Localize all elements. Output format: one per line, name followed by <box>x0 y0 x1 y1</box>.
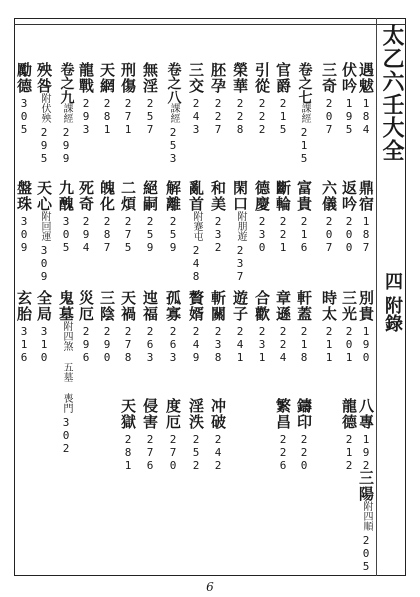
chapter-entry <box>163 62 183 165</box>
toc-entry <box>356 398 376 472</box>
toc-entry <box>356 62 376 136</box>
entry-title: 伏吟 <box>340 62 358 94</box>
toc-entry <box>140 180 160 254</box>
volume-label: 四 附錄 <box>382 272 403 333</box>
toc-entry <box>339 62 359 136</box>
page-ref: 1 8 7 <box>362 215 370 254</box>
toc-entry <box>186 398 206 472</box>
entry-title: 勵德 <box>15 62 33 94</box>
entry-title: 天心 <box>35 180 53 212</box>
entry-annotation: 課經 <box>299 103 310 123</box>
entry-annotation: 課經 <box>168 103 179 123</box>
entry-title: 官爵 <box>274 62 292 94</box>
page-ref: 2 9 3 <box>82 97 90 136</box>
entry-title: 侵害 <box>141 398 159 430</box>
toc-entry <box>186 180 206 283</box>
toc-entry <box>118 290 138 364</box>
entry-annotation: 附四煞 五墓 喪門 <box>61 321 72 413</box>
chapter-entry <box>56 62 76 165</box>
toc-entry <box>186 290 206 364</box>
page-ref: 2 4 1 <box>236 325 244 364</box>
toc-entry <box>339 180 359 254</box>
page-ref: 2 2 4 <box>279 325 287 364</box>
entry-annotation: 附伏殃 <box>39 93 50 123</box>
toc-entry <box>208 62 228 136</box>
entry-title: 死奇 <box>77 180 95 212</box>
toc-entry <box>14 180 34 254</box>
page-ref: 2 8 1 <box>103 97 111 136</box>
page-ref: 3 0 5 <box>20 97 28 136</box>
entry-title: 八專 <box>357 398 375 430</box>
chapter-title: 卷之八 <box>165 62 182 104</box>
entry-title: 全局 <box>35 290 53 322</box>
page-ref: 3 1 6 <box>20 325 28 364</box>
page-ref: 2 2 2 <box>258 97 266 136</box>
page-ref: 2 9 5 <box>40 126 48 165</box>
entry-title: 德慶 <box>253 180 271 212</box>
page-ref: 2 7 6 <box>146 433 154 472</box>
toc-entry <box>118 180 138 254</box>
toc-entry <box>186 62 206 136</box>
toc-entry <box>163 180 183 254</box>
page-ref: 2 9 4 <box>82 215 90 254</box>
toc-entry <box>294 398 314 472</box>
page-ref: 2 1 5 <box>279 97 287 136</box>
page-ref: 2 1 6 <box>300 215 308 254</box>
entry-title: 遇魃 <box>357 62 375 94</box>
page-ref: 2 5 9 <box>146 215 154 254</box>
entry-title: 別貴 <box>357 290 375 322</box>
entry-title: 斬關 <box>209 290 227 322</box>
entry-title: 斷輪 <box>274 180 292 212</box>
page-ref: 2 4 8 <box>192 244 200 283</box>
page-ref: 2 3 0 <box>258 215 266 254</box>
page-ref: 3 0 2 <box>62 416 70 455</box>
page-ref: 2 5 3 <box>169 126 177 165</box>
toc-entry <box>252 180 272 254</box>
page-ref: 2 0 5 <box>362 534 370 573</box>
book-title: 太乙六壬大全 <box>379 24 405 162</box>
toc-entry <box>34 290 54 364</box>
page-ref: 2 0 7 <box>325 97 333 136</box>
entry-title: 天獄 <box>119 398 137 430</box>
entry-annotation: 附朋遊 <box>235 211 246 241</box>
entry-title: 引從 <box>253 62 271 94</box>
entry-title: 三光 <box>340 290 358 322</box>
page-ref: 2 2 6 <box>279 433 287 472</box>
entry-title: 繁昌 <box>274 398 292 430</box>
entry-title: 和美 <box>209 180 227 212</box>
entry-annotation: 課經 <box>61 103 72 123</box>
toc-entry <box>97 180 117 254</box>
page-ref: 2 4 2 <box>214 433 222 472</box>
toc-entry <box>319 290 339 364</box>
page-ref: 2 3 2 <box>214 215 222 254</box>
toc-entry <box>163 290 183 364</box>
entry-title: 二煩 <box>119 180 137 212</box>
entry-title: 章遜 <box>274 290 292 322</box>
page-ref: 2 1 1 <box>325 325 333 364</box>
page-ref: 2 2 0 <box>300 433 308 472</box>
toc-entry <box>76 180 96 254</box>
page-ref: 2 4 9 <box>192 325 200 364</box>
entry-title: 災厄 <box>77 290 95 322</box>
entry-title: 返吟 <box>340 180 358 212</box>
toc-entry <box>76 62 96 136</box>
page-ref: 2 5 2 <box>192 433 200 472</box>
entry-title: 三交 <box>187 62 205 94</box>
page-ref: 2 9 6 <box>82 325 90 364</box>
page-ref: 2 1 2 <box>345 433 353 472</box>
entry-title: 迍福 <box>141 290 159 322</box>
entry-title: 魄化 <box>98 180 116 212</box>
page-ref: 2 7 5 <box>124 215 132 254</box>
entry-title: 玄胎 <box>15 290 33 322</box>
page-number: 6 <box>206 580 214 594</box>
entry-title: 刑傷 <box>119 62 137 94</box>
toc-entry <box>230 62 250 136</box>
toc-entry <box>140 398 160 472</box>
entry-title: 閑口 <box>231 180 249 212</box>
entry-title: 六儀 <box>320 180 338 212</box>
entry-title: 九醜 <box>57 180 75 212</box>
page-ref: 2 3 7 <box>236 244 244 283</box>
page-ref: 3 0 9 <box>20 215 28 254</box>
toc-entry <box>140 290 160 364</box>
page-ref: 2 0 0 <box>345 215 353 254</box>
page-ref: 2 4 3 <box>192 97 200 136</box>
toc-entry <box>294 290 314 364</box>
toc-entry <box>273 398 293 472</box>
entry-title: 軒蓋 <box>295 290 313 322</box>
toc-entry <box>356 180 376 254</box>
toc-entry <box>118 62 138 136</box>
entry-title: 無淫 <box>141 62 159 94</box>
page-ref: 1 9 2 <box>362 433 370 472</box>
page-ref: 2 1 8 <box>300 325 308 364</box>
entry-annotation: 附四順 <box>361 501 372 531</box>
entry-title: 度厄 <box>164 398 182 430</box>
entry-title: 孤寡 <box>164 290 182 322</box>
entry-title: 鼎宿 <box>357 180 375 212</box>
page-ref: 2 3 8 <box>214 325 222 364</box>
toc-entry <box>14 62 34 136</box>
page-ref: 3 0 5 <box>62 215 70 254</box>
entry-title: 時太 <box>320 290 338 322</box>
toc-entry <box>97 62 117 136</box>
page-ref: 2 7 1 <box>124 97 132 136</box>
toc-entry <box>14 290 34 364</box>
entry-title: 贅婿 <box>187 290 205 322</box>
toc-entry <box>356 290 376 364</box>
entry-title: 胚孕 <box>209 62 227 94</box>
entry-title: 冲破 <box>209 398 227 430</box>
page-ref: 3 0 9 <box>40 244 48 283</box>
page-ref: 2 6 3 <box>169 325 177 364</box>
page-ref: 2 6 3 <box>146 325 154 364</box>
toc-entry <box>339 398 359 472</box>
page-ref: 2 1 5 <box>300 126 308 165</box>
entry-title: 絕嗣 <box>141 180 159 212</box>
page-ref: 2 7 0 <box>169 433 177 472</box>
toc-entry <box>97 290 117 364</box>
entry-title: 合歡 <box>253 290 271 322</box>
toc-entry <box>252 290 272 364</box>
page-ref: 2 0 1 <box>345 325 353 364</box>
toc-entry <box>319 62 339 136</box>
toc-entry <box>163 398 183 472</box>
entry-title: 三奇 <box>320 62 338 94</box>
entry-title: 盤珠 <box>15 180 33 212</box>
page-ref: 1 8 4 <box>362 97 370 136</box>
chapter-entry <box>294 62 314 165</box>
toc-entry <box>208 290 228 364</box>
toc-entry <box>294 180 314 254</box>
entry-title: 富貴 <box>295 180 313 212</box>
entry-title: 龍戰 <box>77 62 95 94</box>
toc-entry <box>230 180 250 283</box>
page-ref: 2 5 9 <box>169 215 177 254</box>
entry-title: 殃咎 <box>35 62 53 94</box>
toc-entry <box>34 62 54 165</box>
page-ref: 2 9 9 <box>62 126 70 165</box>
entry-title: 解離 <box>164 180 182 212</box>
page-ref: 2 9 0 <box>103 325 111 364</box>
page-ref: 2 2 7 <box>214 97 222 136</box>
chapter-title: 卷之七 <box>296 62 313 104</box>
page-ref: 2 8 1 <box>124 433 132 472</box>
entry-title: 龍德 <box>340 398 358 430</box>
entry-title: 天禍 <box>119 290 137 322</box>
toc-entry <box>56 290 76 455</box>
toc-entry <box>273 62 293 136</box>
page-ref: 2 2 8 <box>236 97 244 136</box>
chapter-title: 卷之九 <box>58 62 75 104</box>
entry-title: 淫泆 <box>187 398 205 430</box>
toc-entry <box>356 470 376 573</box>
page-ref: 2 5 7 <box>146 97 154 136</box>
page-ref: 2 3 1 <box>258 325 266 364</box>
toc-entry <box>319 180 339 254</box>
entry-title: 三陰 <box>98 290 116 322</box>
entry-title: 三陽 <box>357 470 375 502</box>
entry-title: 遊子 <box>231 290 249 322</box>
toc-entry <box>140 62 160 136</box>
page-ref: 1 9 0 <box>362 325 370 364</box>
toc-entry <box>76 290 96 364</box>
toc-entry <box>118 398 138 472</box>
toc-entry <box>339 290 359 364</box>
page-ref: 1 9 5 <box>345 97 353 136</box>
toc-entry <box>252 62 272 136</box>
page-ref: 2 8 7 <box>103 215 111 254</box>
toc-entry <box>34 180 54 283</box>
entry-title: 亂首 <box>187 180 205 212</box>
toc-entry <box>208 398 228 472</box>
margin-divider <box>376 18 377 576</box>
entry-annotation: 附蹇屯 <box>191 211 202 241</box>
toc-entry <box>273 290 293 364</box>
entry-title: 鬼墓 <box>57 290 75 322</box>
toc-entry <box>230 290 250 364</box>
entry-title: 榮華 <box>231 62 249 94</box>
toc-entry <box>208 180 228 254</box>
toc-entry <box>273 180 293 254</box>
page-ref: 2 7 8 <box>124 325 132 364</box>
entry-title: 天網 <box>98 62 116 94</box>
top-border <box>14 24 406 25</box>
entry-annotation: 附回運 <box>39 211 50 241</box>
toc-entry <box>56 180 76 254</box>
entry-title: 鑄印 <box>295 398 313 430</box>
page-ref: 3 1 0 <box>40 325 48 364</box>
page-ref: 2 0 7 <box>325 215 333 254</box>
page-ref: 2 2 1 <box>279 215 287 254</box>
